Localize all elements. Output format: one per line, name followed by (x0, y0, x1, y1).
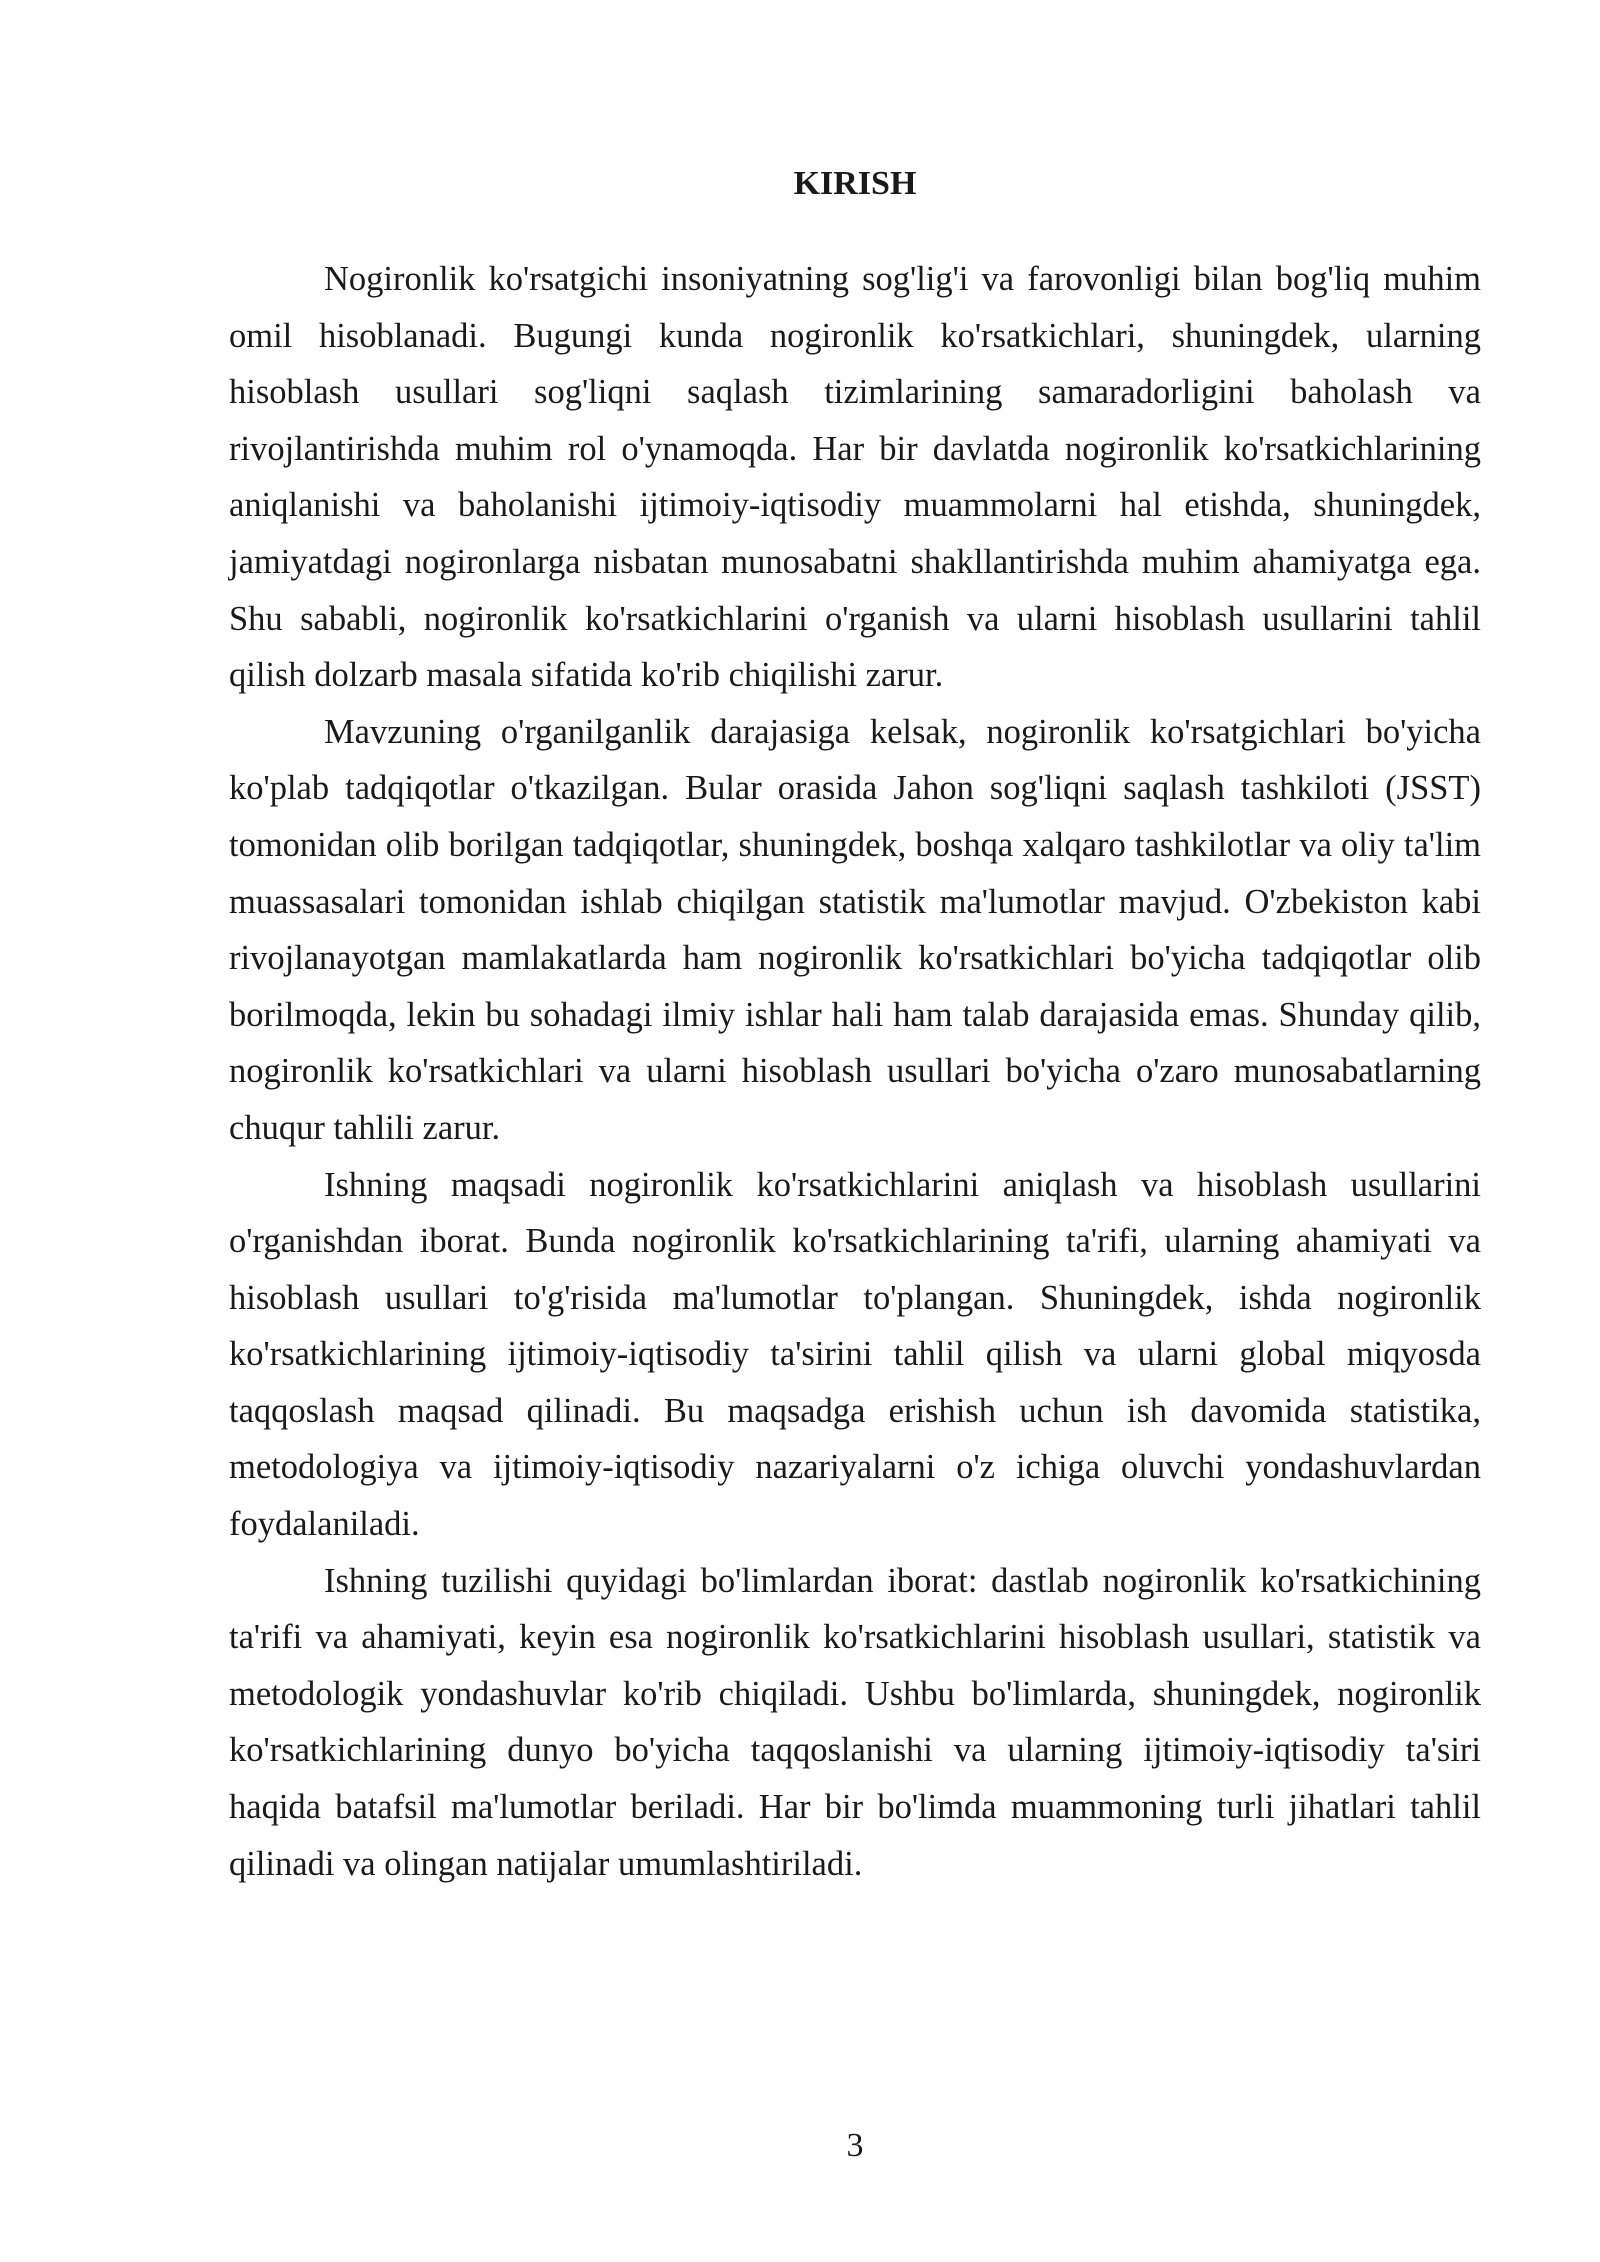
page-title: KIRISH (793, 165, 917, 202)
paragraph-work-structure: Ishning tuzilishi quyidagi bo'limlardan iborat: dastlab nogironlik ko'rsatkichining ta'rifi va ahamiyati, keyin esa nogironlik ko'rsatkichlarini hisoblash usullari, statistik va metodologik yondashuvlar ko'rib chiqiladi. Ushbu bo'limlarda, shuningdek, nogironlik ko'rsatkichlarining dunyo bo'yicha taqqoslanishi va ularning ijtimoiy-iqtisodiy ta'siri haqida batafsil ma'lumotlar beriladi. Har bir bo'limda muammoning turli jihatlari tahlil qilinadi va olingan natijalar umumlashtiriladi. (229, 1561, 1481, 1883)
page-number: 3 (846, 2127, 864, 2164)
paragraph-work-goal: Ishning maqsadi nogironlik ko'rsatkichlarini aniqlash va hisoblash usullarini o'rganishdan iborat. Bunda nogironlik ko'rsatkichlarining ta'rifi, ularning ahamiyati va hisoblash usullari to'g'risida ma'lumotlar to'plangan. Shuningdek, ishda nogironlik ko'rsatkichlarining ijtimoiy-iqtisodiy ta'sirini tahlil qilish va ularni global miqyosda taqqoslash maqsad qilinadi. Bu maqsadga erishish uchun ish davomida statistika, metodologiya va ijtimoiy-iqtisodiy nazariyalarni o'z ichiga oluvchi yondashuvlardan foydalaniladi. (229, 1165, 1481, 1544)
body-text (229, 251, 1481, 1892)
paragraph-study-level: Mavzuning o'rganilganlik darajasiga kelsak, nogironlik ko'rsatgichlari bo'yicha ko'plab tadqiqotlar o'tkazilgan. Bular orasida Jahon sog'liqni saqlash tashkiloti (JSST) tomonidan olib borilgan tadqiqotlar, shuningdek, boshqa xalqaro tashkilotlar va oliy ta'lim muassasalari tomonidan ishlab chiqilgan statistik ma'lumotlar mavjud. O'zbekiston kabi rivojlanayotgan mamlakatlarda ham nogironlik ko'rsatkichlari bo'yicha tadqiqotlar olib borilmoqda, lekin bu sohadagi ilmiy ishlar hali ham talab darajasida emas. Shunday qilib, nogironlik ko'rsatkichlari va ularni hisoblash usullari bo'yicha o'zaro munosabatlarning chuqur tahlili zarur. (229, 712, 1481, 1147)
paragraph-introduction: Nogironlik ko'rsatgichi insoniyatning sog'lig'i va farovonligi bilan bog'liq muhim omil hisoblanadi. Bugungi kunda nogironlik ko'rsatkichlari, shuningdek, ularning hisoblash usullari sog'liqni saqlash tizimlarining samaradorligini baholash va rivojlantirishda muhim rol o'ynamoqda. Har bir davlatda nogironlik ko'rsatkichlarining aniqlanishi va baholanishi ijtimoiy-iqtisodiy muammolarni hal etishda, shuningdek, jamiyatdagi nogironlarga nisbatan munosabatni shakllantirishda muhim ahamiyatga ega. Shu sababli, nogironlik ko'rsatkichlarini o'rganish va ularni hisoblash usullarini tahlil qilish dolzarb masala sifatida ko'rib chiqilishi zarur. (229, 260, 1481, 695)
